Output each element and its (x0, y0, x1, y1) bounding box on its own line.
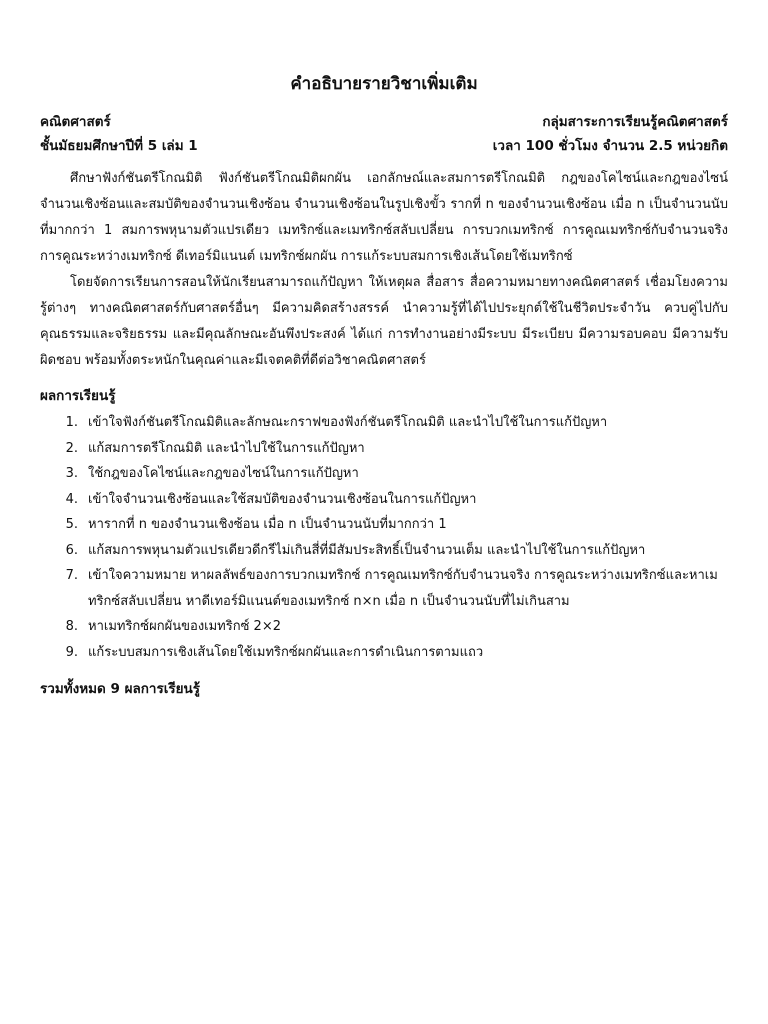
outcome-number: 7. (65, 568, 78, 583)
outcome-item (40, 512, 728, 538)
outcome-text: หาเมทริกซ์ผกผันของเมทริกซ์ 2×2 (88, 619, 281, 634)
outcome-text: ใช้กฎของโคไซน์และกฎของไซน์ในการแก้ปัญหา (88, 466, 359, 481)
description-paragraph: ศึกษาฟังก์ชันตรีโกณมิติ ฟังก์ชันตรีโกณมิติผกผัน เอกลักษณ์และสมการตรีโกณมิติ กฎของโคไซน์และกฎของไซน์ จำนวนเชิงซ้อนและสมบัติของจำนวนเชิงซ้อน จำนวนเชิงซ้อนในรูปเชิงขั้ว รากที่ n ของจำนวนเชิงซ้อน เมื่อ n เป็นจำนวนนับที่มากกว่า 1 สมการพหุนามตัวแปรเดียว เมทริกซ์และเมทริกซ์สลับเปลี่ยน การบวกเมทริกซ์ การคูณเมทริกซ์กับจำนวนจริง การคูณระหว่างเมทริกซ์ ดีเทอร์มิแนนต์ เมทริกซ์ผกผัน การแก้ระบบสมการเชิงเส้นโดยใช้เมทริกซ์ (40, 171, 728, 264)
outcome-number: 9. (65, 644, 78, 660)
outcome-item (40, 538, 728, 564)
outcome-text: เข้าใจฟังก์ชันตรีโกณมิติและลักษณะกราฟของฟังก์ชันตรีโกณมิติ และนำไปใช้ในการแก้ปัญหา (88, 415, 608, 430)
outcome-text: แก้สมการพหุนามตัวแปรเดียวดีกรีไม่เกินสี่ที่มีสัมประสิทธิ์เป็นจำนวนเต็ม และนำไปใช้ในการแก้ปัญหา (88, 542, 646, 558)
outcome-number: 1. (65, 415, 78, 430)
subject-name: คณิตศาสตร์ (40, 114, 111, 130)
outcomes-list (40, 410, 728, 665)
outcome-number: 4. (65, 491, 78, 507)
outcome-number: 6. (65, 542, 78, 558)
document-title: คำอธิบายรายวิชาเพิ่มเติม (290, 74, 478, 94)
outcomes-total: รวมทั้งหมด 9 ผลการเรียนรู้ (40, 681, 201, 697)
outcome-item (40, 563, 728, 614)
outcome-item (40, 461, 728, 487)
outcome-item (40, 487, 728, 513)
outcome-item (40, 614, 728, 640)
course-description (40, 166, 728, 374)
meta-row-level (40, 134, 728, 158)
outcome-number: 2. (65, 440, 78, 456)
meta-row-subject (40, 110, 728, 134)
outcome-number: 3. (65, 466, 78, 481)
outcome-text: แก้ระบบสมการเชิงเส้นโดยใช้เมทริกซ์ผกผันและการดำเนินการตามแถว (88, 644, 484, 660)
learning-area: กลุ่มสาระการเรียนรู้คณิตศาสตร์ (542, 114, 728, 130)
outcome-text: แก้สมการตรีโกณมิติ และนำไปใช้ในการแก้ปัญหา (88, 440, 365, 456)
outcome-number: 8. (65, 619, 78, 634)
outcomes-heading: ผลการเรียนรู้ (40, 388, 116, 404)
time-credit: เวลา 100 ชั่วโมง จำนวน 2.5 หน่วยกิต (492, 138, 728, 154)
outcome-number: 5. (65, 517, 78, 532)
outcome-text: เข้าใจความหมาย หาผลลัพธ์ของการบวกเมทริกซ์ การคูณเมทริกซ์กับจำนวนจริง การคูณระหว่างเมทริกซ์และหาเมทริกซ์สลับเปลี่ยน หาดีเทอร์มิแนนต์ของเมทริกซ์ n×n เมื่อ n เป็นจำนวนนับที่ไม่เกินสาม (88, 568, 718, 609)
outcome-item (40, 640, 728, 666)
outcome-item (40, 410, 728, 436)
outcome-item (40, 436, 728, 462)
outcome-text: เข้าใจจำนวนเชิงซ้อนและใช้สมบัติของจำนวนเชิงซ้อนในการแก้ปัญหา (88, 491, 477, 507)
grade-level: ชั้นมัธยมศึกษาปีที่ 5 เล่ม 1 (40, 138, 198, 154)
description-paragraph: โดยจัดการเรียนการสอนให้นักเรียนสามารถแก้ปัญหา ให้เหตุผล สื่อสาร สื่อความหมายทางคณิตศาสตร์ เชื่อมโยงความรู้ต่างๆ ทางคณิตศาสตร์กับศาสตร์อื่นๆ มีความคิดสร้างสรรค์ นำความรู้ที่ได้ไปประยุกต์ใช้ในชีวิตประจำวัน ควบคู่ไปกับคุณธรรมและจริยธรรม และมีคุณลักษณะอันพึงประสงค์ ได้แก่ การทำงานอย่างมีระบบ มีระเบียบ มีความรอบคอบ มีความรับผิดชอบ พร้อมทั้งตระหนักในคุณค่าและมีเจตคติที่ดีต่อวิชาคณิตศาสตร์ (40, 275, 728, 368)
outcome-text: หารากที่ n ของจำนวนเชิงซ้อน เมื่อ n เป็นจำนวนนับที่มากกว่า 1 (88, 517, 447, 532)
document-page (40, 72, 728, 701)
